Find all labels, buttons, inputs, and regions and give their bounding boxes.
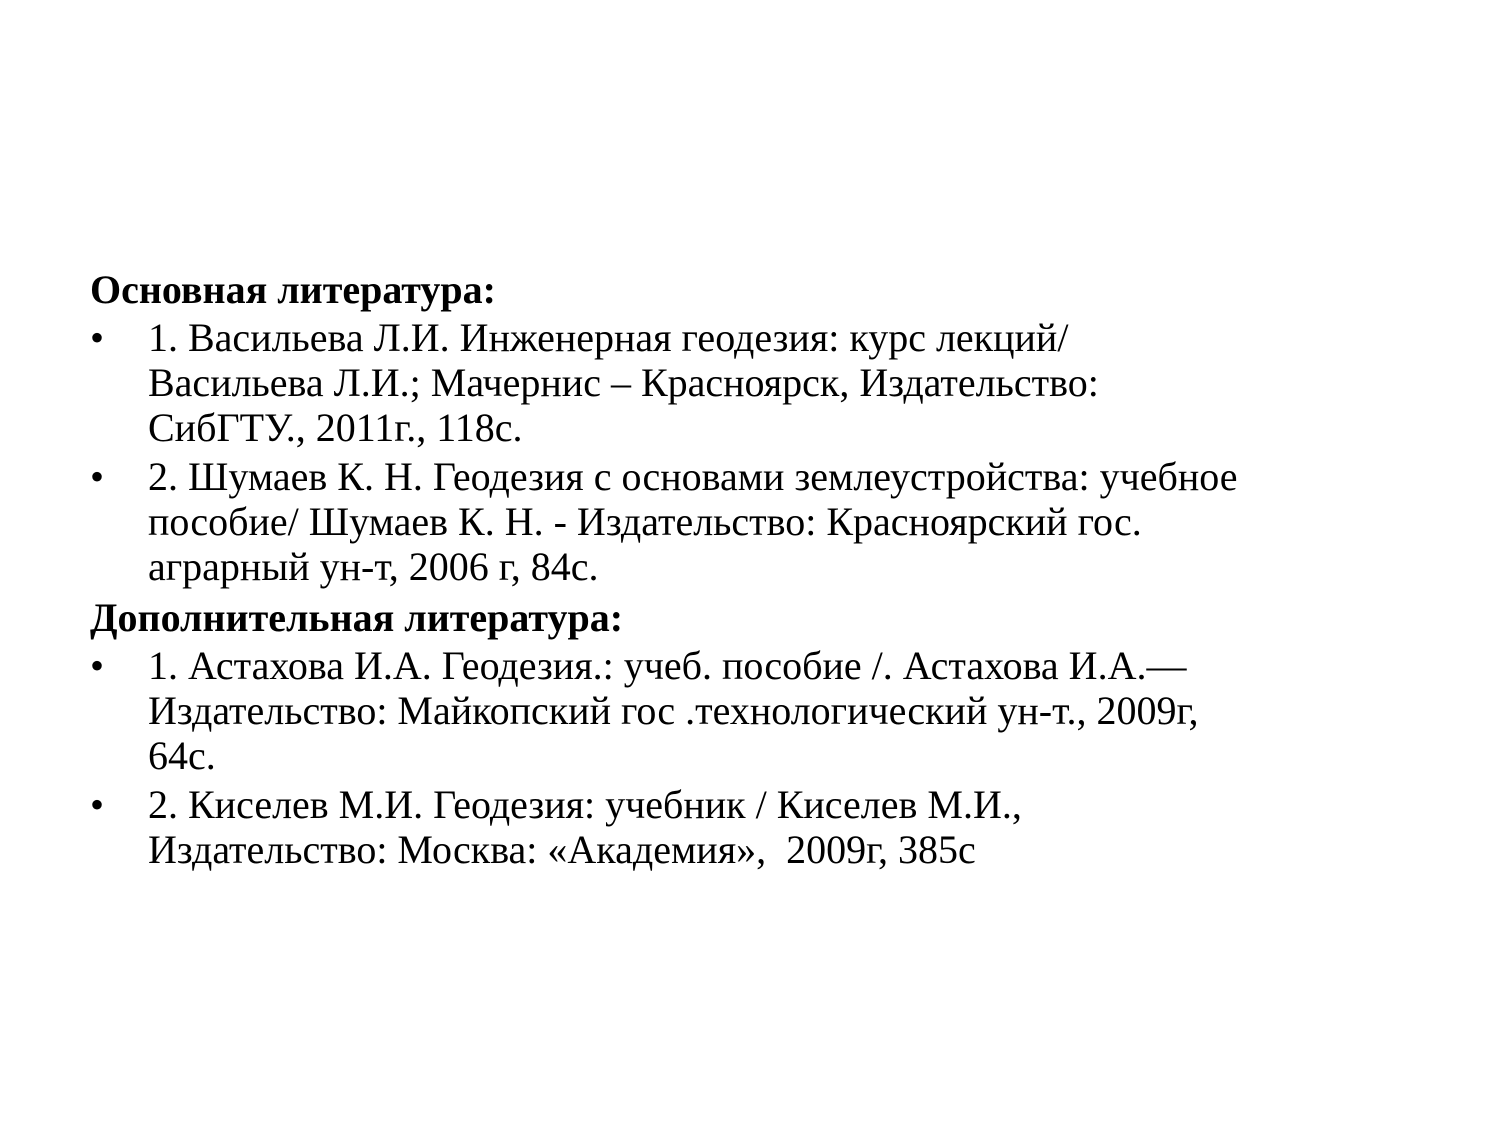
- additional-literature-heading: Дополнительная литература:: [90, 595, 624, 640]
- item-text-line: 64с.: [148, 733, 216, 778]
- item-text-line: СибГТУ., 2011г., 118с.: [148, 405, 523, 450]
- bullet-icon: •: [90, 315, 105, 360]
- main-literature-heading: Основная литература:: [90, 267, 496, 312]
- bullet-icon: •: [90, 454, 105, 499]
- item-text-line: 2. Шумаев К. Н. Геодезия с основами землеустройства: учебное: [148, 454, 1238, 499]
- item-text-line: 2. Киселев М.И. Геодезия: учебник / Киселев М.И.,: [148, 782, 1022, 827]
- item-text-line: Васильева Л.И.; Мачернис – Красноярск, Издательство:: [148, 360, 1099, 405]
- main-literature-list: [90, 315, 1420, 589]
- list-item: [90, 782, 1420, 872]
- item-text-line: 1. Астахова И.А. Геодезия.: учеб. пособие /. Астахова И.А.—: [148, 643, 1187, 688]
- list-item: [90, 643, 1420, 778]
- additional-literature-list: [90, 643, 1420, 872]
- item-text-line: 1. Васильева Л.И. Инженерная геодезия: курс лекций/: [148, 315, 1069, 360]
- item-text-line: Издательство: Майкопский гос .технологический ун-т., 2009г,: [148, 688, 1199, 733]
- bullet-icon: •: [90, 782, 105, 827]
- list-item: [90, 315, 1420, 450]
- list-item: [90, 454, 1420, 589]
- item-text-line: аграрный ун-т, 2006 г, 84с.: [148, 544, 599, 589]
- bullet-icon: •: [90, 643, 105, 688]
- item-text-line: Издательство: Москва: «Академия», 2009г, 385с: [148, 827, 976, 872]
- literature-content: [90, 265, 1420, 876]
- item-text-line: пособие/ Шумаев К. Н. - Издательство: Красноярский гос.: [148, 499, 1142, 544]
